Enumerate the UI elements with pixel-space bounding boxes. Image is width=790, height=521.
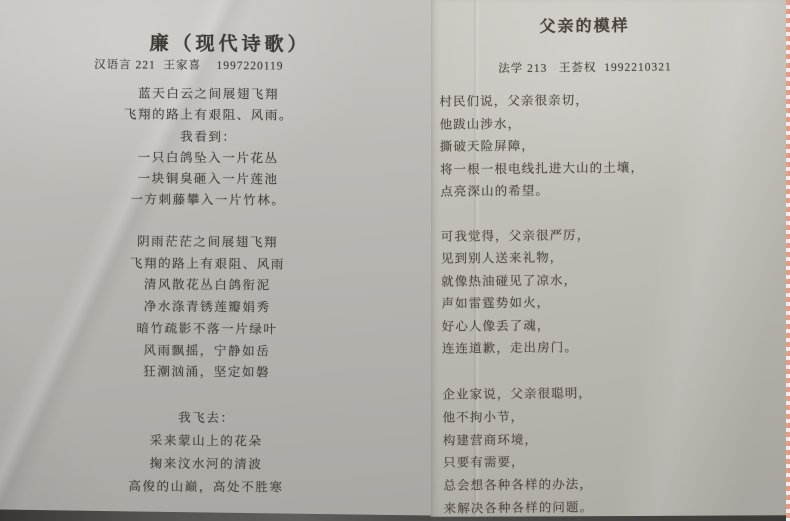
poem-line: 好心人像丢了魂， bbox=[441, 318, 551, 334]
poem-line: 一只白鸽坠入一片花丛 bbox=[137, 150, 279, 166]
poem-line: 采来蒙山上的花朵 bbox=[149, 433, 263, 449]
left-poem-byline: 汉语言 221 王家喜 1997220119 bbox=[94, 59, 284, 73]
poem-line: 净水涤青锈莲瓣娟秀 bbox=[143, 299, 271, 315]
poem-line: 企业家说，父亲很聪明， bbox=[442, 386, 593, 402]
poem-line: 清风散花丛白鸽衔泥 bbox=[143, 277, 271, 293]
poem-line: 连连道歉，走出房门。 bbox=[441, 340, 578, 356]
poem-line: 来解决各种各样的问题。 bbox=[443, 500, 594, 516]
photo-edge-strip bbox=[786, 0, 790, 521]
left-poem-stanza-2 bbox=[0, 230, 423, 385]
poem-line: 阴雨茫茫之间展翅飞翔 bbox=[137, 234, 279, 250]
left-poem-title: 廉（现代诗歌） bbox=[149, 33, 311, 56]
poem-line: 点亮深山的希望。 bbox=[440, 184, 550, 200]
poem-line: 将一根一根电线扎进大山的土壤， bbox=[439, 160, 645, 177]
poem-line: 声如雷霆势如火， bbox=[441, 295, 551, 311]
poem-line: 飞翔的路上有艰阻、风雨。 bbox=[123, 107, 294, 123]
poem-line: 高俊的山巅，高处不胜寒 bbox=[128, 479, 284, 495]
poem-line: 就像热油碰见了凉水， bbox=[441, 273, 578, 289]
poem-line: 他跋山涉水， bbox=[439, 116, 522, 132]
poem-line: 飞翔的路上有艰阻、风雨 bbox=[129, 256, 286, 272]
poem-line: 一块铜臭砸入一片莲池 bbox=[137, 171, 279, 187]
poem-line: 狂潮汹涌，坚定如磐 bbox=[143, 364, 271, 380]
right-poem-stanza-3 bbox=[442, 382, 593, 520]
poem-line: 暗竹疏影不落一片绿叶 bbox=[136, 321, 278, 337]
poem-line: 可我觉得，父亲很严厉， bbox=[440, 228, 591, 244]
poem-line: 总会想各种各样的办法， bbox=[443, 477, 594, 493]
poem-line: 我看到： bbox=[180, 129, 237, 144]
poem-line: 构建营商环境， bbox=[442, 432, 539, 448]
poem-line: 蓝天白云之间展翅飞翔 bbox=[138, 86, 280, 102]
right-poem-byline: 法学 213 王荟权 1992210321 bbox=[498, 61, 672, 76]
poem-line: 撕破天险屏障， bbox=[439, 138, 536, 154]
poem-line: 掬来汶水河的清波 bbox=[149, 456, 263, 472]
poem-line: 我飞去： bbox=[178, 410, 235, 426]
left-poem-stanza-3 bbox=[0, 405, 422, 500]
right-poem-stanza-1 bbox=[439, 89, 644, 204]
poem-line: 他不拘小节， bbox=[442, 409, 525, 425]
left-poem-stanza-1 bbox=[0, 82, 424, 213]
poem-line: 见到别人送来礼物， bbox=[440, 250, 564, 267]
poem-line: 只要有需要， bbox=[443, 455, 525, 471]
poem-line: 村民们说，父亲很亲切， bbox=[439, 93, 590, 109]
poem-line: 风雨飘摇，宁静如岳 bbox=[143, 343, 271, 358]
right-poem-stanza-2 bbox=[441, 224, 592, 360]
poem-line: 一方刺藤攀入一片竹林。 bbox=[130, 192, 286, 208]
right-poem-title: 父亲的模样 bbox=[539, 17, 630, 36]
right-page-photo bbox=[431, 0, 790, 521]
right-page bbox=[428, 0, 790, 521]
